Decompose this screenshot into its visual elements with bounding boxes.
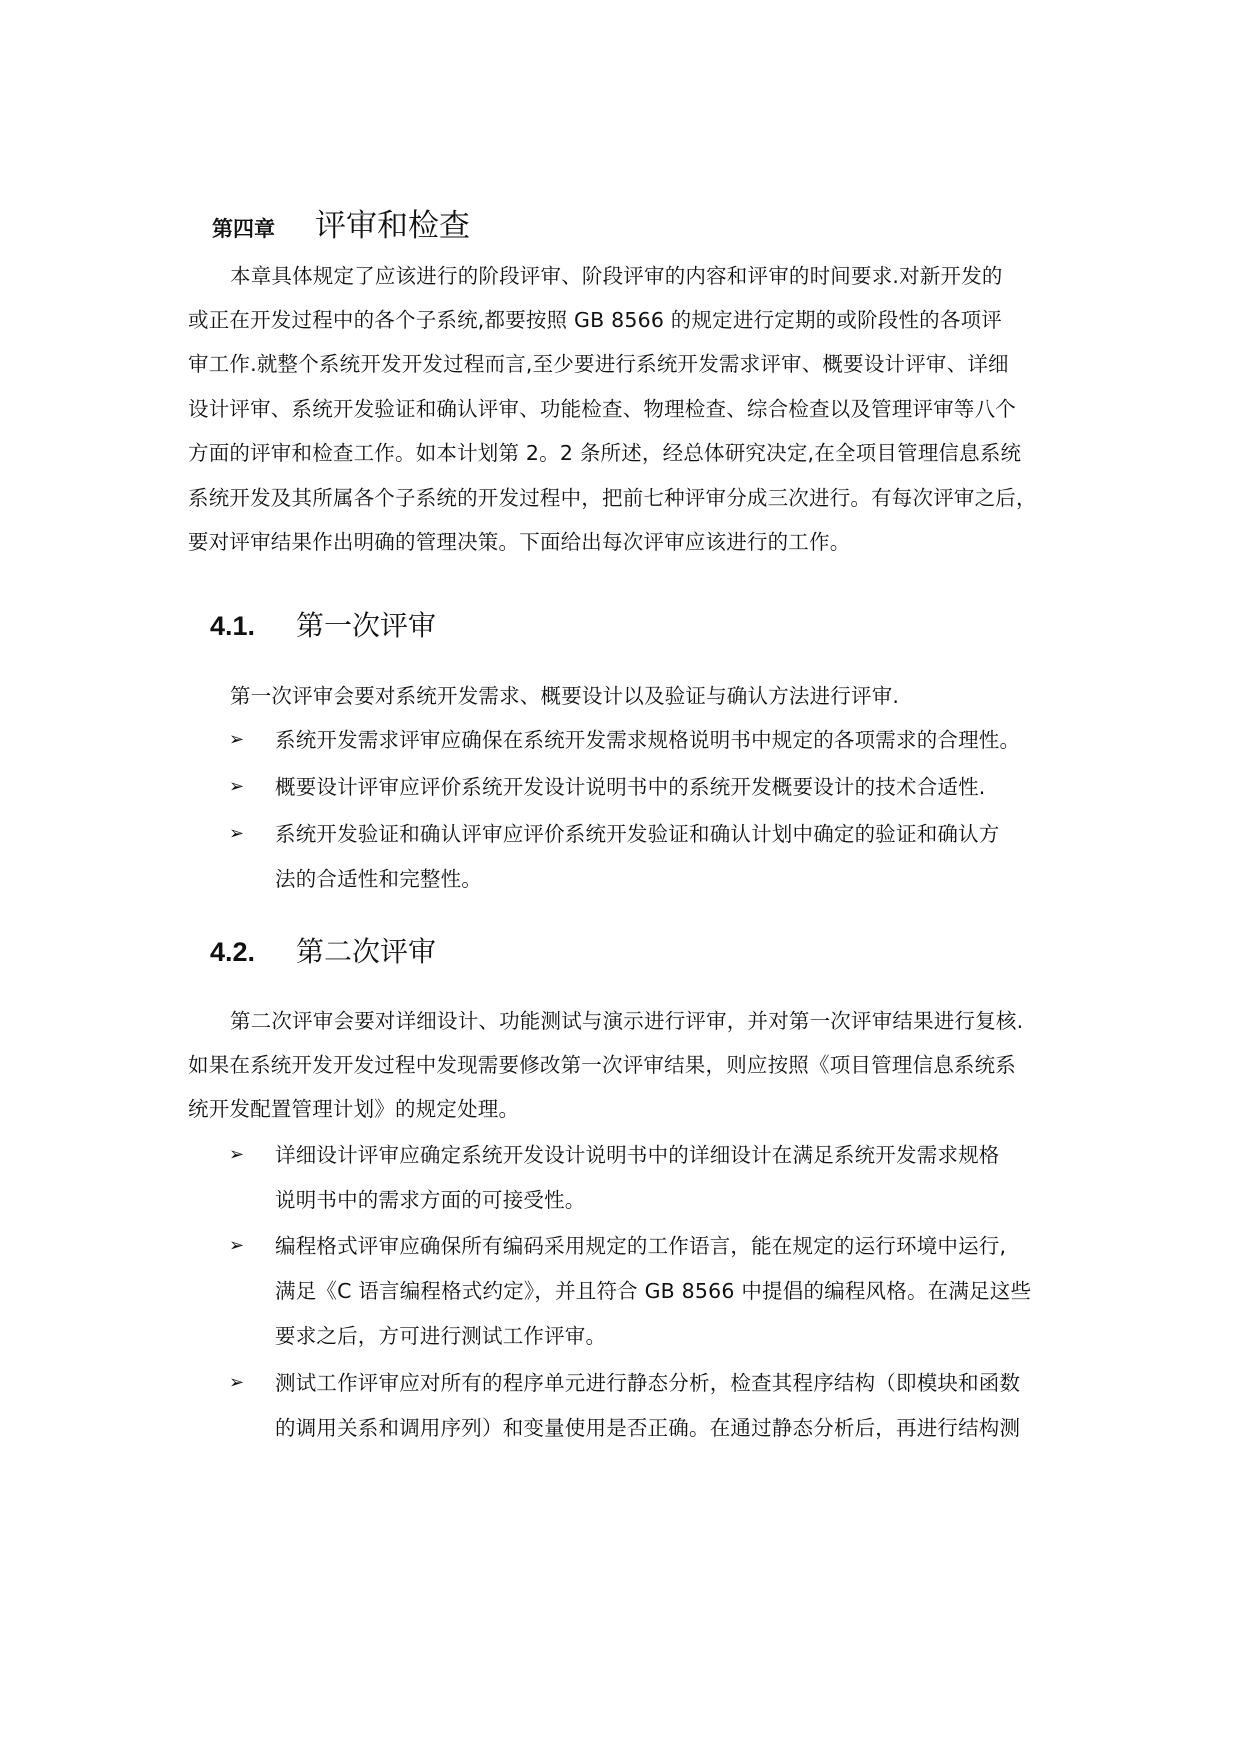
- intro-line: 系统开发及其所属各个子系统的开发过程中，把前七种评审分成三次进行。有每次评审之后，: [188, 486, 1037, 510]
- chapter-heading: [212, 200, 470, 245]
- intro-line: 或正在开发过程中的各个子系统,都要按照 GB 8566 的规定进行定期的或阶段性的各项评: [188, 308, 1002, 332]
- section-heading-4-2: [210, 930, 436, 970]
- intro-line: 本章具体规定了应该进行的阶段评审、阶段评审的内容和评审的时间要求.对新开发的: [230, 264, 1003, 288]
- intro-line: 审工作.就整个系统开发开发过程而言,至少要进行系统开发需求评审、概要设计评审、详细: [188, 352, 1009, 376]
- section-heading-4-1: [210, 604, 436, 644]
- bullet-text: 说明书中的需求方面的可接受性。: [275, 1188, 586, 1212]
- bullet-arrow-icon: ➢: [229, 1372, 245, 1393]
- section-title: 第二次评审: [296, 935, 437, 968]
- bullet-text: 的调用关系和调用序列）和变量使用是否正确。在通过静态分析后，再进行结构测: [275, 1416, 1021, 1440]
- section-title: 第一次评审: [296, 609, 437, 642]
- bullet-text: 满足《C 语言编程格式约定》，并且符合 GB 8566 中提倡的编程风格。在满足这些: [275, 1279, 1032, 1303]
- section-intro-line: 第二次评审会要对详细设计、功能测试与演示进行评审，并对第一次评审结果进行复核.: [230, 1009, 1024, 1033]
- section-number: 4.2.: [210, 937, 256, 967]
- bullet-arrow-icon: ➢: [229, 1235, 245, 1256]
- intro-line: 设计评审、系统开发验证和确认评审、功能检查、物理检查、综合检查以及管理评审等八个: [188, 397, 1016, 421]
- bullet-text: 测试工作评审应对所有的程序单元进行静态分析，检查其程序结构（即模块和函数: [275, 1371, 1021, 1395]
- section-number: 4.1.: [210, 611, 256, 641]
- bullet-arrow-icon: ➢: [229, 1144, 245, 1165]
- bullet-text: 要求之后，方可进行测试工作评审。: [275, 1324, 607, 1348]
- section-intro-line: 如果在系统开发开发过程中发现需要修改第一次评审结果，则应按照《项目管理信息系统系: [188, 1053, 1016, 1077]
- bullet-arrow-icon: ➢: [229, 729, 245, 750]
- bullet-text: 编程格式评审应确保所有编码采用规定的工作语言，能在规定的运行环境中运行,: [275, 1234, 1007, 1258]
- section-intro: 第一次评审会要对系统开发需求、概要设计以及验证与确认方法进行评审.: [230, 684, 900, 708]
- bullet-text: 概要设计评审应评价系统开发设计说明书中的系统开发概要设计的技术合适性.: [275, 775, 986, 799]
- bullet-arrow-icon: ➢: [229, 776, 245, 797]
- intro-line: 方面的评审和检查工作。如本计划第 2。2 条所述，经总体研究决定,在全项目管理信息系统: [188, 441, 1022, 465]
- bullet-text: 详细设计评审应确定系统开发设计说明书中的详细设计在满足系统开发需求规格: [275, 1143, 1000, 1167]
- chapter-label: 第四章: [212, 216, 275, 241]
- bullet-text: 系统开发验证和确认评审应评价系统开发验证和确认计划中确定的验证和确认方: [275, 822, 1000, 846]
- section-intro-line: 统开发配置管理计划》的规定处理。: [188, 1097, 520, 1121]
- chapter-title: 评审和检查: [315, 208, 470, 244]
- bullet-text: 系统开发需求评审应确保在系统开发需求规格说明书中规定的各项需求的合理性。: [275, 728, 1021, 752]
- intro-line: 要对评审结果作出明确的管理决策。下面给出每次评审应该进行的工作。: [188, 530, 851, 554]
- bullet-arrow-icon: ➢: [229, 823, 245, 844]
- bullet-text: 法的合适性和完整性。: [275, 867, 482, 891]
